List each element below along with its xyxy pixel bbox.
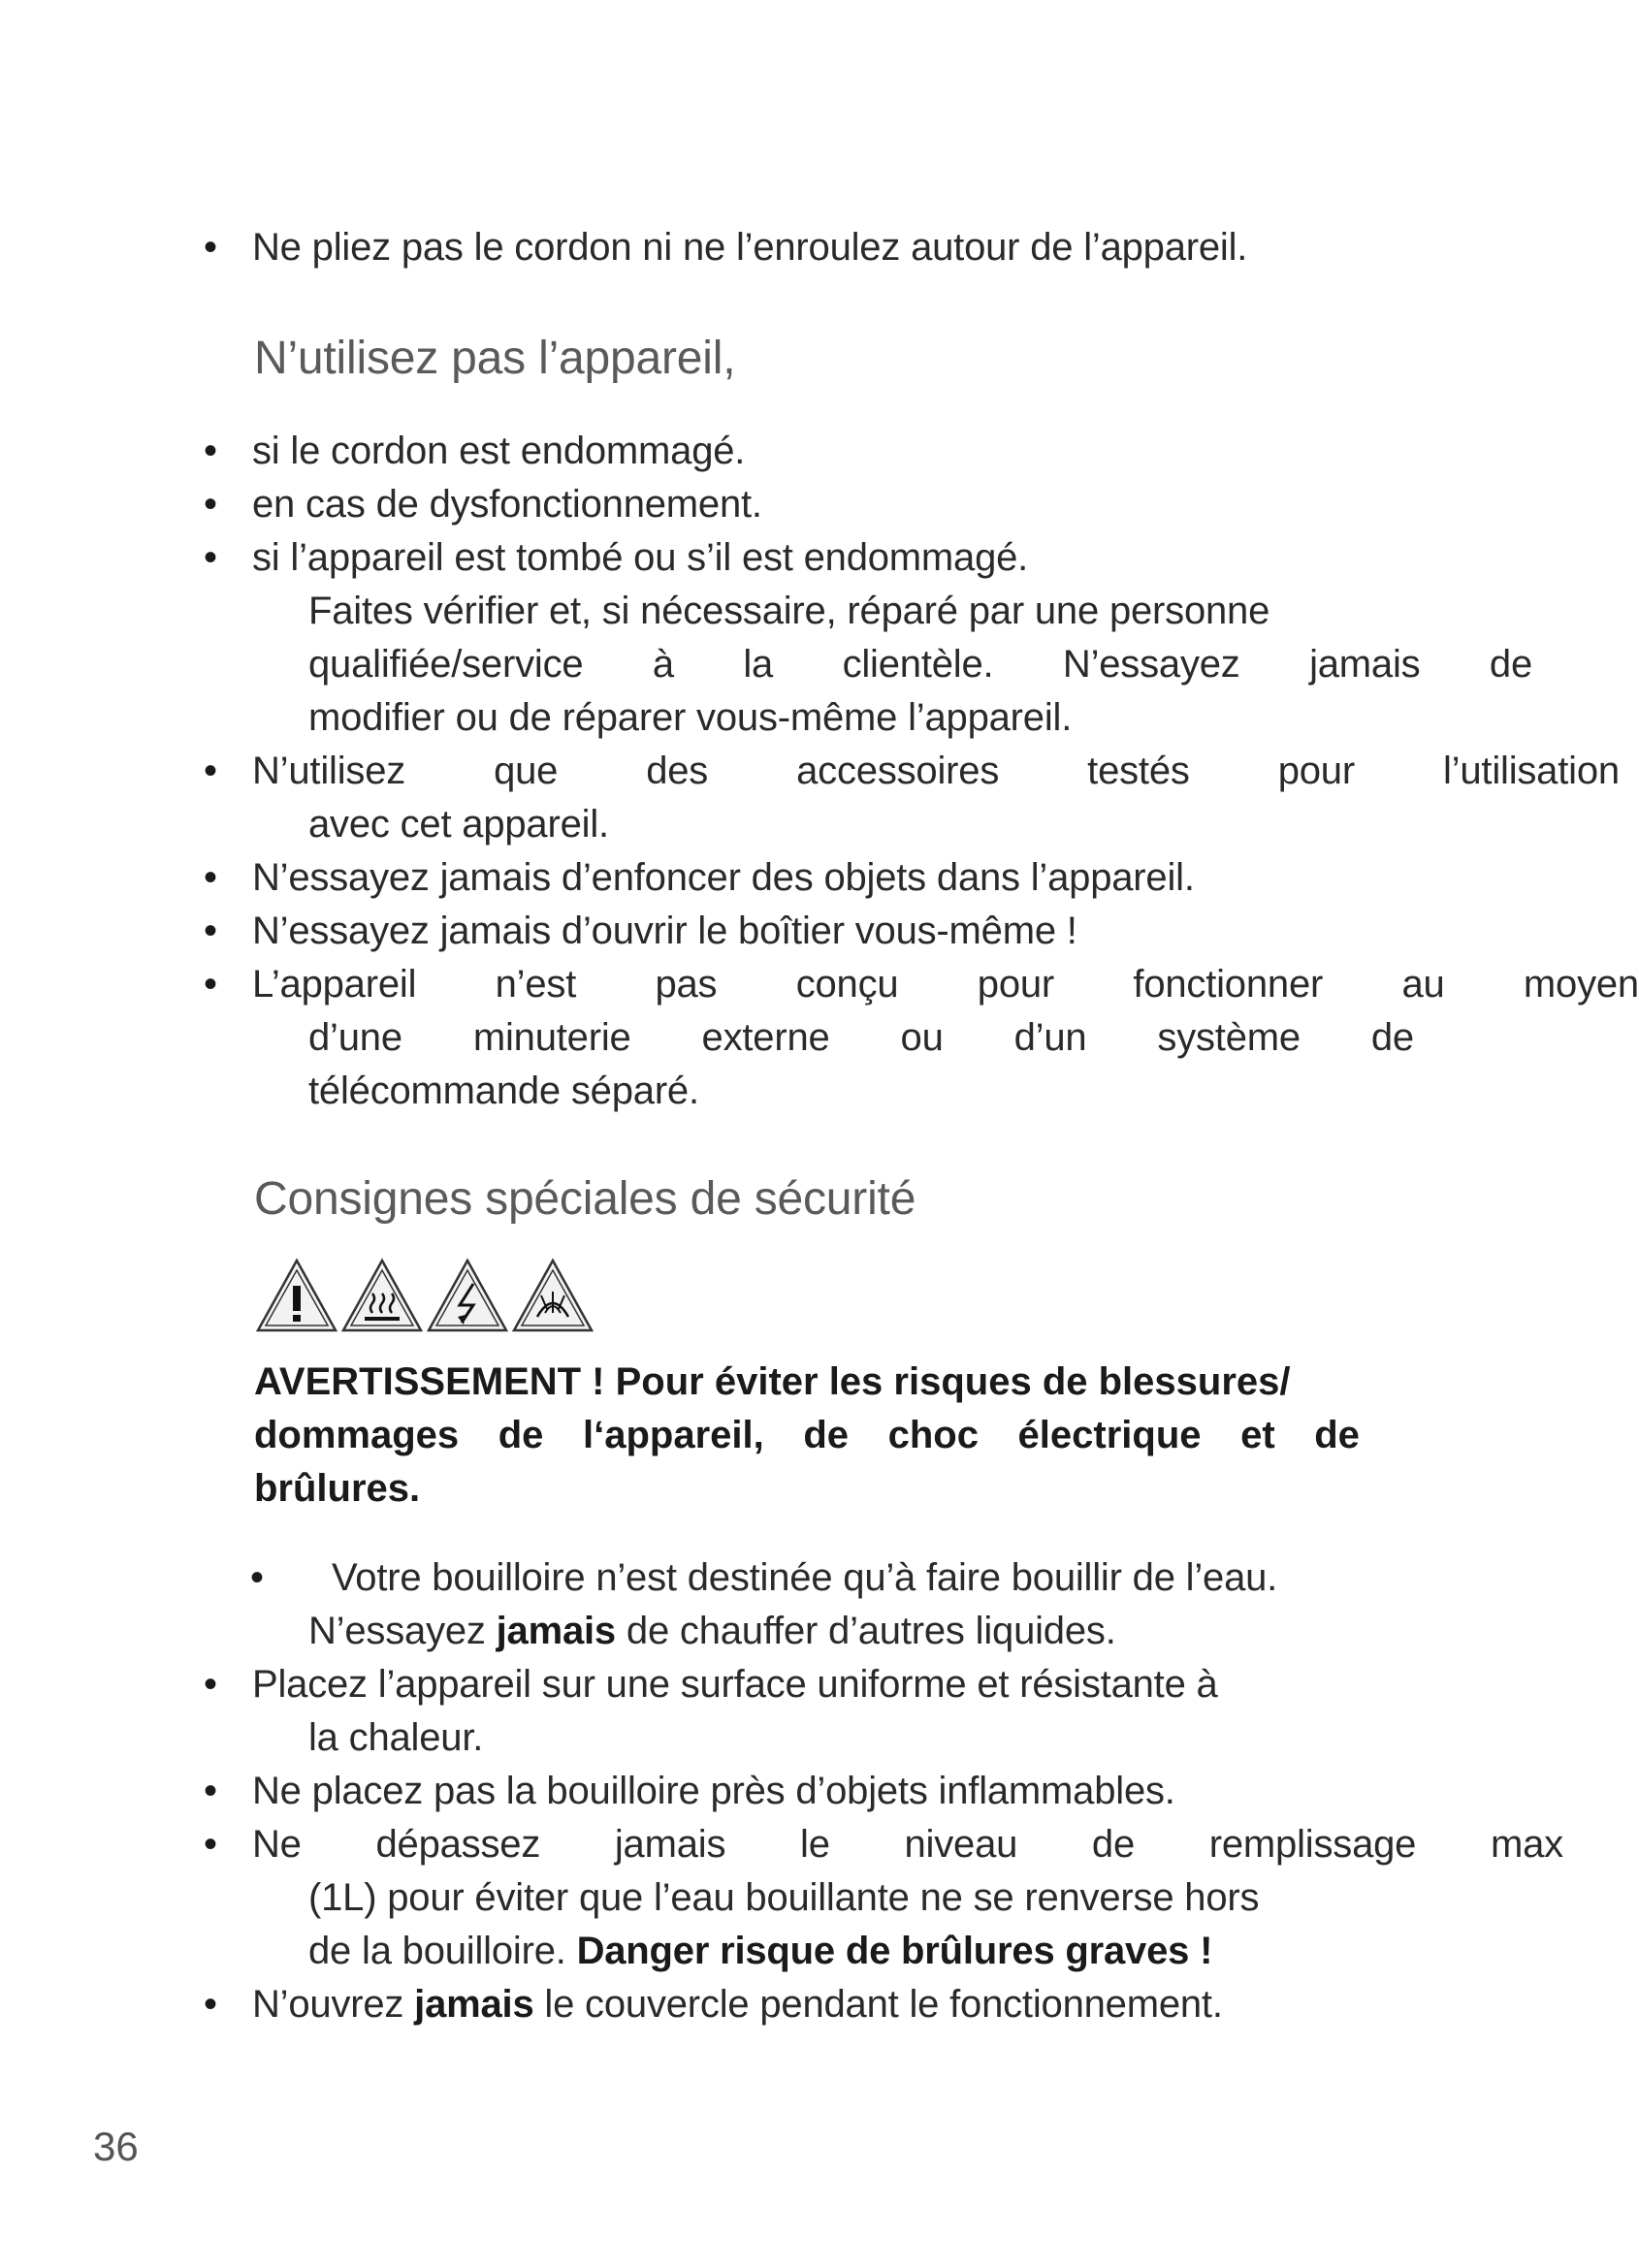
- list-item-max-fill: [252, 1818, 1563, 1870]
- word: d’un: [1013, 1016, 1087, 1059]
- list-item-continuation-justified: [308, 638, 1532, 690]
- word: de: [1091, 1823, 1136, 1866]
- emphasis-text: jamais: [496, 1610, 616, 1652]
- text-segment: de la bouilloire.: [308, 1930, 577, 1972]
- page-number: 36: [93, 2124, 139, 2169]
- list-item-continuation: [308, 1065, 699, 1117]
- list-item-no-objects: [252, 851, 1195, 904]
- section-heading-do-not-use: N’utilisez pas l’appareil,: [254, 333, 736, 384]
- list-item-continuation: [308, 1871, 1259, 1924]
- word: que: [494, 750, 559, 792]
- word: choc: [887, 1414, 979, 1456]
- word: d’une: [308, 1016, 402, 1059]
- list-item-damaged-cord: [252, 425, 745, 477]
- word: dépassez: [375, 1823, 541, 1866]
- list-item-text: Ne pliez pas le cordon ni ne l’enroulez autour de l’appareil.: [252, 226, 1248, 269]
- text-segment: N’essayez: [308, 1610, 497, 1652]
- emphasis-text: Danger risque de brûlures graves !: [576, 1930, 1213, 1972]
- list-item-text: N’essayez jamais d’enfoncer des objets dans l’appareil.: [252, 856, 1195, 899]
- section-heading-special-safety: Consignes spéciales de sécurité: [254, 1173, 916, 1225]
- word: testés: [1087, 750, 1190, 792]
- list-item-continuation: [308, 691, 1072, 744]
- word: jamais: [1309, 643, 1421, 686]
- word: pour: [1277, 750, 1355, 792]
- word: dommages: [254, 1414, 460, 1456]
- word: max: [1490, 1823, 1563, 1866]
- justified-line: [252, 958, 1639, 1010]
- list-item-continuation-justified: [308, 1011, 1414, 1064]
- word: et: [1240, 1414, 1275, 1456]
- list-item-text: Faites vérifier et, si nécessaire, réparé par une personne: [308, 590, 1270, 632]
- justified-line: [252, 745, 1620, 797]
- warning-triangle-icon: [258, 1261, 336, 1330]
- list-item-cord-warning: [252, 221, 1247, 273]
- list-item-continuation: [308, 1925, 1212, 1977]
- word: de: [803, 1414, 850, 1456]
- word: qualifiée/service: [308, 643, 584, 686]
- word: l’utilisation: [1442, 750, 1620, 792]
- word: électrique: [1017, 1414, 1202, 1456]
- text-segment: N’ouvrez: [252, 1983, 415, 2026]
- word: externe: [701, 1016, 830, 1059]
- list-item-text: N’essayez jamais d’ouvrir le boîtier vous-même !: [252, 910, 1077, 952]
- list-item-continuation: [308, 1711, 483, 1764]
- emphasis-text: jamais: [414, 1983, 534, 2026]
- word: l‘appareil,: [583, 1414, 764, 1456]
- word: accessoires: [796, 750, 1000, 792]
- list-item-text: télécommande séparé.: [308, 1070, 699, 1112]
- word: jamais: [614, 1823, 726, 1866]
- list-item-dropped: [252, 531, 1028, 584]
- word: • Ne: [252, 1823, 302, 1866]
- word: pas: [655, 963, 718, 1006]
- hazard-icons-row: [254, 1257, 603, 1334]
- electric-shock-icon: [429, 1261, 506, 1330]
- word: pour: [977, 963, 1055, 1006]
- word: N’essayez: [1062, 643, 1240, 686]
- word: minuterie: [472, 1016, 631, 1059]
- list-item-external-timer: [252, 958, 1639, 1010]
- word: le: [800, 1823, 830, 1866]
- list-item-text: Placez l’appareil sur une surface uniforme et résistante à: [252, 1663, 1218, 1706]
- word: n’est: [495, 963, 577, 1006]
- warning-line: brûlures.: [254, 1467, 421, 1510]
- list-item-continuation: [308, 1605, 1116, 1657]
- list-item-continuation: [308, 798, 609, 850]
- warning-block: [254, 1356, 1418, 1516]
- word: conçu: [795, 963, 899, 1006]
- word: de: [1314, 1414, 1360, 1456]
- list-item-text: avec cet appareil.: [308, 803, 609, 846]
- list-item-text: modifier ou de réparer vous-même l’appareil.: [308, 696, 1073, 739]
- list-item-text: Votre bouilloire n’est destinée qu’à faire bouillir de l’eau.: [332, 1556, 1278, 1599]
- word: de: [498, 1414, 544, 1456]
- word: fonctionner: [1133, 963, 1324, 1006]
- list-item-text: la chaleur.: [308, 1716, 484, 1759]
- word: au: [1401, 963, 1445, 1006]
- word: système: [1157, 1016, 1301, 1059]
- steam-icon: [514, 1261, 592, 1330]
- list-item-flat-surface: [252, 1658, 1218, 1710]
- word: de: [1370, 1016, 1414, 1059]
- list-item-flammables: [252, 1765, 1175, 1817]
- word: • N’utilisez: [252, 750, 406, 792]
- word: à: [652, 643, 674, 686]
- list-item-accessories: [252, 745, 1620, 797]
- word: remplissage: [1208, 1823, 1417, 1866]
- list-item-continuation: [308, 585, 1269, 637]
- hot-surface-icon: [343, 1261, 421, 1330]
- list-item-text: si l’appareil est tombé ou s’il est endommagé.: [252, 536, 1029, 579]
- text-segment: le couvercle pendant le fonctionnement.: [533, 1983, 1223, 2026]
- word: de: [1489, 643, 1532, 686]
- list-item-text: Ne placez pas la bouilloire près d’objets inflammables.: [252, 1770, 1175, 1812]
- word: niveau: [904, 1823, 1018, 1866]
- list-item-text: si le cordon est endommagé.: [252, 430, 746, 472]
- word: moyen: [1523, 963, 1639, 1006]
- list-item-text: (1L) pour éviter que l’eau bouillante ne se renverse hors: [308, 1876, 1260, 1919]
- warning-line-justified: [254, 1409, 1360, 1462]
- word: ou: [900, 1016, 944, 1059]
- warning-line: AVERTISSEMENT ! Pour éviter les risques de blessures/: [254, 1360, 1291, 1403]
- list-item-malfunction: [252, 478, 762, 530]
- list-item-text: en cas de dysfonctionnement.: [252, 483, 762, 526]
- text-segment: de chauffer d’autres liquides.: [615, 1610, 1116, 1652]
- word: clientèle.: [842, 643, 994, 686]
- list-item-no-opening: [252, 905, 1077, 957]
- word: • L’appareil: [252, 963, 417, 1006]
- word: la: [743, 643, 774, 686]
- word: des: [646, 750, 709, 792]
- list-item-lid: [252, 1978, 1223, 2030]
- list-item-water-only: [332, 1551, 1277, 1604]
